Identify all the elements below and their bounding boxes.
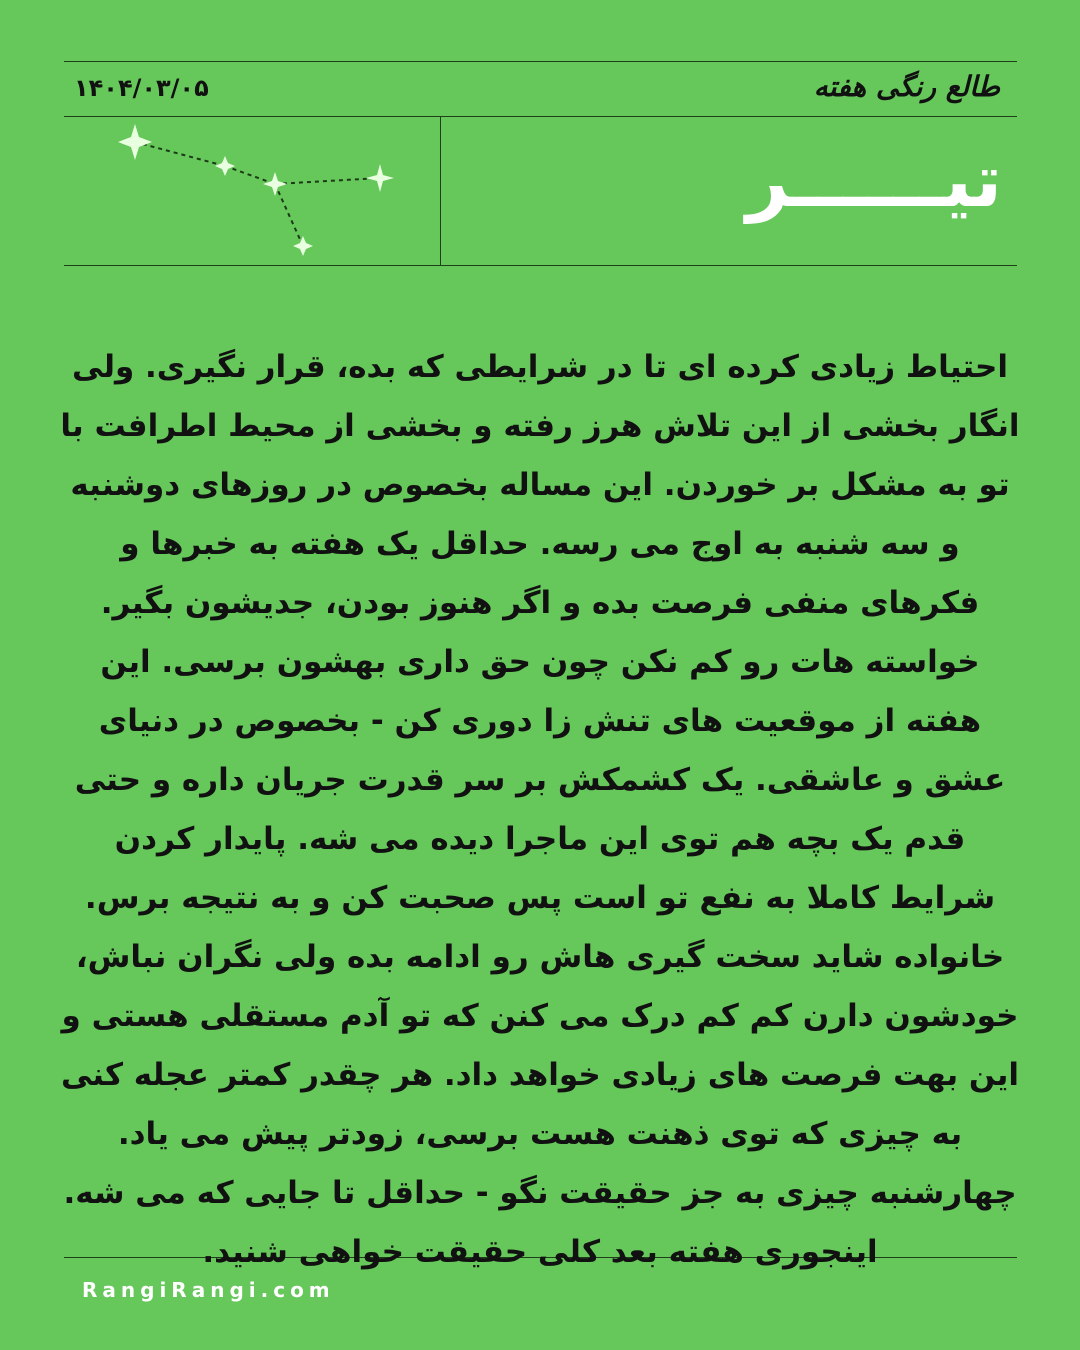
sign-divider bbox=[64, 265, 1017, 266]
star-icon bbox=[215, 156, 235, 176]
date-label: ۱۴۰۴/۰۳/۰۵ bbox=[74, 74, 209, 102]
cancer-constellation-icon bbox=[100, 118, 420, 264]
constellation-stars bbox=[118, 124, 394, 256]
zodiac-sign-name: تیــــــر bbox=[746, 138, 1002, 224]
brand-title: طالع رنگی هفته bbox=[813, 70, 1000, 103]
horoscope-text: احتیاط زیادی کرده ای تا در شرایطی که بده، قرار نگیری. ولی انگار بخشی از این تلاش هرز رفته و بخشی از محیط اطرافت با تو به مشکل بر خوردن. این مساله بخصوص در روزهای دوشنبه و سه شنبه به اوج می رسه. حداقل یک هفته به خبرها و فکرهای منفی فرصت بده و اگر هنوز بودن، جدیشون بگیر. خواسته هات رو کم نکن چون حق داری بهشون برسی. این هفته از موقعیت های تنش زا دوری کن - بخصوص در دنیای عشق و عاشقی. یک کشمکش بر سر قدرت جریان داره و حتی قدم یک بچه هم توی این ماجرا دیده می شه. پایدار کردن شرایط کاملا به نفع تو است پس صحبت کن و به نتیجه برس. خانواده شاید سخت گیری هاش رو ادامه بده ولی نگران نباش، خودشون دارن کم کم درک می کنن که تو آدم مستقلی هستی و این بهت فرصت های زیادی خواهد داد. هر چقدر کمتر عجله کنی به چیزی که توی ذهنت هست برسی، زودتر پیش می یاد. چهارشنبه چیزی به جز حقیقت نگو - حداقل تا جایی که می شه. اینجوری هفته بعد کلی حقیقت خواهی شنید. bbox=[60, 349, 1020, 1270]
star-icon bbox=[118, 124, 152, 160]
sign-vertical-divider bbox=[440, 117, 441, 265]
website-link[interactable]: RangiRangi.com bbox=[82, 1278, 335, 1302]
top-divider bbox=[64, 61, 1017, 62]
constellation-lines bbox=[135, 142, 380, 246]
star-icon bbox=[366, 164, 394, 192]
star-icon bbox=[263, 172, 287, 196]
star-icon bbox=[293, 236, 313, 256]
header-divider bbox=[64, 116, 1017, 117]
